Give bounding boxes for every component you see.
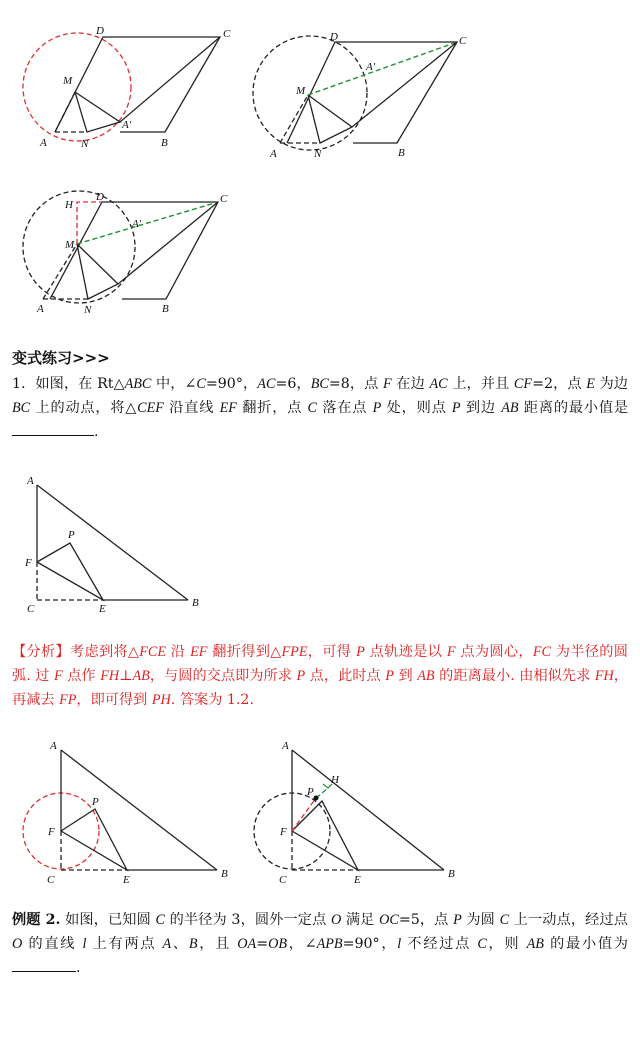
label-C: C — [223, 28, 231, 40]
answer-blank-example-2[interactable] — [12, 957, 76, 972]
label-B: B — [448, 868, 455, 880]
label-N: N — [314, 148, 322, 160]
label-A: A — [40, 137, 47, 149]
label-A: A — [50, 740, 57, 752]
folded-triangle-FPE — [37, 543, 103, 600]
label-B: B — [398, 147, 405, 159]
red-perpendicular-FP — [292, 798, 316, 831]
label-C: C — [459, 35, 467, 47]
label-M: M — [63, 75, 73, 87]
figure-2-parallelogram-green-line — [0, 0, 500, 165]
label-E: E — [99, 603, 106, 615]
figure-6-triangle-perpendicular-H — [0, 735, 480, 885]
label-D: D — [96, 25, 104, 37]
edge-AM-dashed — [43, 244, 77, 299]
label-N: N — [84, 304, 92, 316]
analysis-text: 【分析】考虑到将△FCE 沿 EF 翻折得到△FPE，可得 P 点轨迹是以 F 点为圆心，FC 为半径的圆弧. 过 F 点作 FH⊥AB，与圆的交点即为所求 P 点，此时点 P 到 AB 的距离最小. 由相似先求 FH，再减去 FP，即可得到 PH. 答案为 1.2. — [12, 644, 628, 708]
label-C: C — [27, 603, 35, 615]
segment-AprimeC — [118, 202, 218, 284]
example-2-text: 例题 2. 如图，已知圆 C 的半径为 3，圆外一定点 O 满足 OC=5，点 P 为圆 C 上一动点，经过点 O 的直线 l 上有两点 A、B，且 OA=OB，∠APB=90°，l 不经过点 C，则 AB 的最小值为. — [12, 912, 628, 976]
label-C: C — [220, 193, 228, 205]
label-M: M — [296, 85, 306, 97]
label-D: D — [96, 191, 104, 203]
label-Aprime: A' — [366, 61, 376, 73]
label-P: P — [68, 529, 75, 541]
label-M: M — [65, 239, 75, 251]
label-A: A — [282, 740, 289, 752]
answer-blank[interactable] — [12, 421, 94, 436]
label-B: B — [161, 137, 168, 149]
hypotenuse-AB — [292, 750, 444, 870]
triangle-AB-hypotenuse — [37, 485, 188, 600]
problem-1-text: 1．如图，在 Rt△ABC 中，∠C=90°，AC=6，BC=8，点 F 在边 AC 上，并且 CF=2，点 E 为边 BC 上的动点，将△CEF 沿直线 EF 翻折，点 C 落在点 P 处，则点 P 到边 AB 距离的最小值是. — [12, 376, 628, 440]
parallelogram-edges — [287, 42, 457, 143]
label-D: D — [330, 31, 338, 43]
figure-3-parallelogram-with-H — [0, 180, 260, 320]
label-B: B — [162, 303, 169, 315]
label-E: E — [123, 874, 130, 886]
label-A: A — [270, 148, 277, 160]
segment-MC-green — [308, 42, 457, 95]
section-title-variant-practice: 变式练习>>> — [12, 349, 110, 367]
label-B: B — [221, 868, 228, 880]
label-P: P — [307, 786, 314, 798]
label-C: C — [47, 874, 55, 886]
label-E: E — [354, 874, 361, 886]
segment-AprimeC — [352, 42, 457, 127]
parallelogram-edges — [50, 202, 218, 299]
label-N: N — [81, 138, 89, 150]
label-Aprime: A' — [122, 119, 132, 131]
label-F: F — [48, 826, 55, 838]
label-B: B — [192, 597, 199, 609]
label-Aprime: A' — [132, 218, 142, 230]
label-P: P — [92, 796, 99, 808]
black-dashed-circle — [253, 36, 367, 150]
fold-triangle — [308, 95, 352, 143]
point-P-dot — [314, 796, 319, 801]
label-H: H — [65, 199, 73, 211]
label-F: F — [280, 826, 287, 838]
label-A: A — [27, 475, 34, 487]
edge-AM-dashed — [280, 95, 308, 143]
label-H: H — [331, 774, 339, 786]
label-F: F — [25, 557, 32, 569]
figure-4-right-triangle — [0, 470, 240, 615]
label-C: C — [279, 874, 287, 886]
label-A: A — [37, 303, 44, 315]
black-dashed-circle — [23, 191, 135, 303]
fold-triangle — [77, 244, 118, 299]
